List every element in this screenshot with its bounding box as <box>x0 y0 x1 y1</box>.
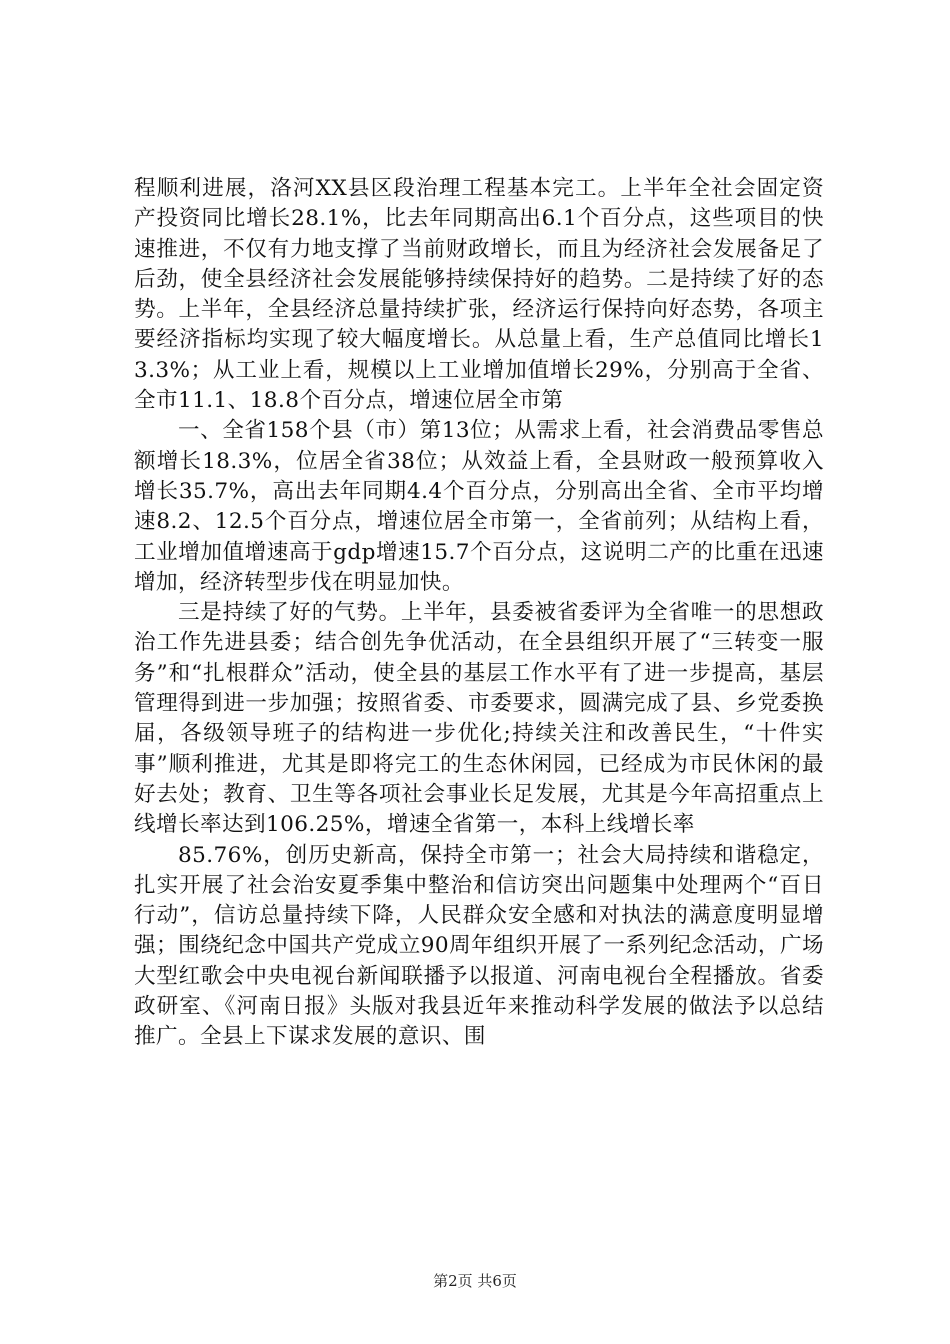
paragraph-1: 程顺利进展，洛河XX县区段治理工程基本完工。上半年全社会固定资产投资同比增长28.1%，比去年同期高出6.1个百分点，这些项目的快速推进，不仅有力地支撑了当前财政增长，而且为经济社会发展备足了后劲，使全县经济社会发展能够持续保持好的趋势。二是持续了好的态势。上半年，全县经济总量持续扩张，经济运行保持向好态势，各项主要经济指标均实现了较大幅度增长。从总量上看，生产总值同比增长13.3%；从工业上看，规模以上工业增加值增长29%，分别高于全省、全市11.1、18.8个百分点，增速位居全市第 <box>134 176 824 414</box>
paragraph-4: 85.76%，创历史新高，保持全市第一；社会大局持续和谐稳定，扎实开展了社会治安夏季集中整治和信访突出问题集中处理两个“百日行动”，信访总量持续下降，人民群众安全感和对执法的满意度明显增强；围绕纪念中国共产党成立90周年组织开展了一系列纪念活动，广场大型红歌会中央电视台新闻联播予以报道、河南电视台全程播放。省委政研室、《河南日报》头版对我县近年来推动科学发展的做法予以总结推广。全县上下谋求发展的意识、围 <box>134 842 824 1050</box>
page-number-footer: 第2页 共6页 <box>433 1272 517 1290</box>
paragraph-3: 三是持续了好的气势。上半年，县委被省委评为全省唯一的思想政治工作先进县委；结合创先争优活动，在全县组织开展了“三转变一服务”和“扎根群众”活动，使全县的基层工作水平有了进一步提高，基层管理得到进一步加强；按照省委、市委要求，圆满完成了县、乡党委换届，各级领导班子的结构进一步优化;持续关注和改善民生，“十件实事”顺利推进，尤其是即将完工的生态休闲园，已经成为市民休闲的最好去处；教育、卫生等各项社会事业长足发展，尤其是今年高招重点上线增长率达到106.25%，增速全省第一，本科上线增长率 <box>134 600 824 838</box>
document-body <box>134 174 824 1053</box>
paragraph-2: 一、全省158个县（市）第13位；从需求上看，社会消费品零售总额增长18.3%，位居全省38位；从效益上看，全县财政一般预算收入增长35.7%，高出去年同期4.4个百分点，分别高出全省、全市平均增速8.2、12.5个百分点，增速位居全市第一，全省前列；从结构上看，工业增加值增速高于gdp增速15.7个百分点，这说明二产的比重在迅速增加，经济转型步伐在明显加快。 <box>134 418 824 595</box>
